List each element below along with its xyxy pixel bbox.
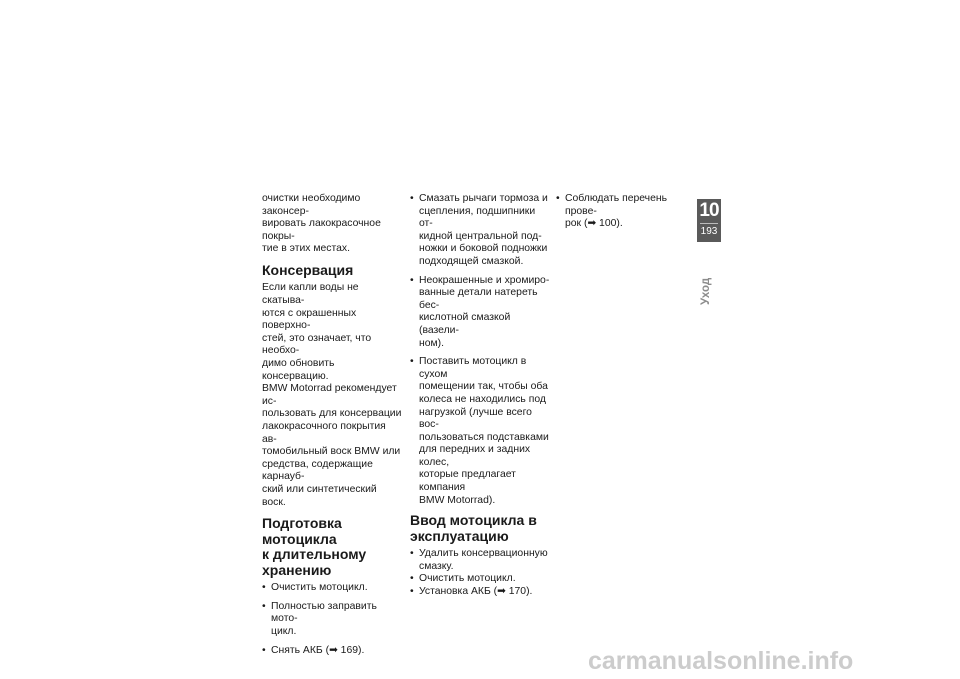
- commissioning-list: [410, 548, 550, 598]
- text-column-3: [556, 193, 696, 237]
- conservation-heading: Консервация: [262, 261, 354, 278]
- section-label: Уход: [700, 277, 712, 305]
- conservation-paragraph: Если капли воды не скатыва- ются с окрашенных поверхно- стей, это означает, что необхо- димо обновить консервацию. BMW Motorrad рекомендует ис- пользовать для консервации лакокрасочного покрытия ав- томобильный воск BMW или средства, содержащие карнауб- ский или синтетический воск.: [262, 282, 402, 508]
- storage-list-continued: [410, 193, 550, 507]
- tab-divider: [700, 223, 718, 224]
- page-number: 193: [700, 226, 718, 237]
- list-item: • Поставить мотоцикл в сухом помещении так, чтобы оба колеса не находились под нагрузкой (лучше всего вос- пользоваться подставками для передних и задних колес, которые предлагает компания BMW Motorrad).: [410, 356, 550, 507]
- list-item: • Очистить мотоцикл.: [262, 582, 402, 595]
- list-item: • Полностью заправить мото- цикл.: [262, 601, 402, 639]
- list-item: • Неокрашенные и хромиро- ванные детали натереть бес- кислотной смазкой (вазели- ном).: [410, 275, 550, 351]
- list-item: • Соблюдать перечень прове- рок (➡ 100).: [556, 193, 696, 231]
- list-item: • Очистить мотоцикл.: [410, 573, 550, 586]
- intro-paragraph: очистки необходимо законсер- вировать лакокрасочное покры- тие в этих местах.: [262, 193, 381, 255]
- storage-list: [262, 582, 402, 657]
- storage-heading: Подготовка мотоцикла к длительному хранению: [262, 515, 367, 578]
- text-column-1: [262, 193, 402, 663]
- list-item: • Установка АКБ (➡ 170).: [410, 586, 550, 599]
- commissioning-list-continued: [556, 193, 696, 231]
- list-item: • Удалить консервационную смазку.: [410, 548, 550, 573]
- chapter-tab: [697, 199, 721, 242]
- chapter-number: 10: [699, 200, 719, 221]
- list-item: • Смазать рычаги тормоза и сцепления, подшипники от- кидной центральной под- ножки и боковой подножки подходящей смазкой.: [410, 193, 550, 269]
- commissioning-heading: Ввод мотоцикла в эксплуатацию: [410, 512, 537, 544]
- list-item: • Снять АКБ (➡ 169).: [262, 645, 402, 658]
- watermark: carmanualsonline.info: [588, 647, 854, 675]
- text-column-2: [410, 193, 550, 605]
